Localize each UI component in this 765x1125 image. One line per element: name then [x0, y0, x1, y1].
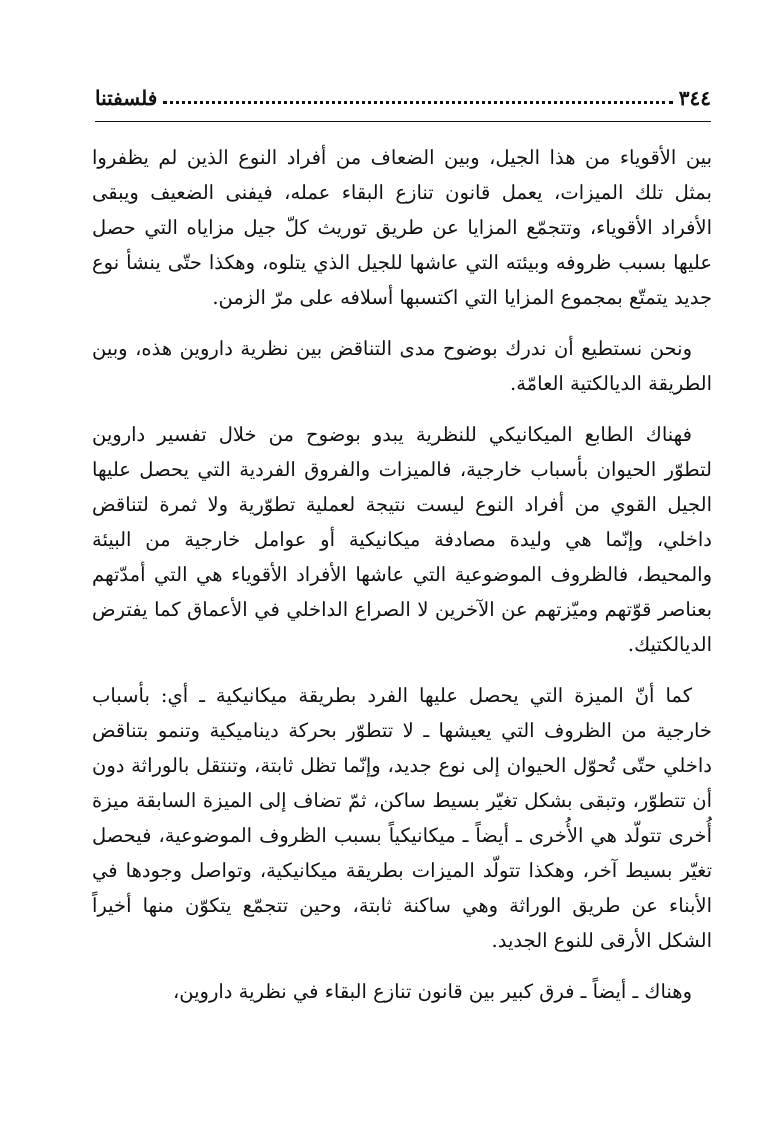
- paragraph-1: بين الأقوياء من هذا الجيل، وبين الضعاف من أفراد النوع الذين لم يظفروا بمثل تلك الميزات، يعمل قانون تنازع البقاء عمله، فيفنى الضعيف ويبقى الأفراد الأقوياء، وتتجمّع المزايا عن طريق توريث كلّ جيل مزاياه التي حصل عليها بسبب ظروفه وبيئته التي عاشها للجيل الذي يتلوه، وهكذا حتّى ينشأ نوع جديد يتمتّع بمجموع المزايا التي اكتسبها أسلافه على مرّ الزمن.: [92, 146, 712, 309]
- page-number: ٣٤٤: [678, 86, 711, 110]
- page-header: [95, 78, 711, 118]
- paragraph-5: وهناك ـ أيضاً ـ فرق كبير بين قانون تنازع البقاء في نظرية داروين،: [172, 980, 692, 1003]
- page-body: [92, 140, 712, 1025]
- header-divider: [95, 121, 711, 122]
- paragraph-3: فهناك الطابع الميكانيكي للنظرية يبدو بوضوح من خلال تفسير داروين لتطوّر الحيوان بأسباب خارجية، فالميزات والفروق الفردية التي يحصل عليها الجيل القوي من أفراد النوع ليست نتيجة لعملية تطوّرية ولا ثمرة لتناقض داخلي، وإنّما هي وليدة مصادفة ميكانيكية أو عوامل خارجية من البيئة والمحيط، فالظروف الموضوعية التي عاشها الأفراد الأقوياء هي التي أمدّتهم بعناصر قوّتهم وميّزتهم عن الآخرين لا الصراع الداخلي في الأعماق كما يفترض الديالكتيك.: [92, 423, 712, 656]
- paragraph-4: كما أنّ الميزة التي يحصل عليها الفرد بطريقة ميكانيكية ـ أي: بأسباب خارجية من الظروف التي يعيشها ـ لا تتطوّر بحركة ديناميكية وتنمو بتناقض داخلي حتّى تُحوّل الحيوان إلى نوع جديد، وإنّما تظل ثابتة، وتنتقل بالوراثة دون أن تتطوّر، وتبقى بشكل تغيّر بسيط ساكن، ثمّ تضاف إلى الميزة السابقة ميزة أُخرى تتولّد هي الأُخرى ـ أيضاً ـ ميكانيكياً بسبب الظروف الموضوعية، فيحصل تغيّر بسيط آخر، وهكذا تتولّد الميزات بطريقة ميكانيكية، وتواصل وجودها في الأبناء عن طريق الوراثة وهي ساكنة ثابتة، وحين تتجمّع يتكوّن منها أخيراً الشكل الأرقى للنوع الجديد.: [92, 684, 712, 952]
- header-dot-leader: [163, 101, 672, 104]
- book-title: فلسفتنا: [95, 86, 158, 110]
- paragraph-2: ونحن نستطيع أن ندرك بوضوح مدى التناقض بين نظرية داروين هذه، وبين الطريقة الديالكتية العامّة.: [92, 337, 712, 395]
